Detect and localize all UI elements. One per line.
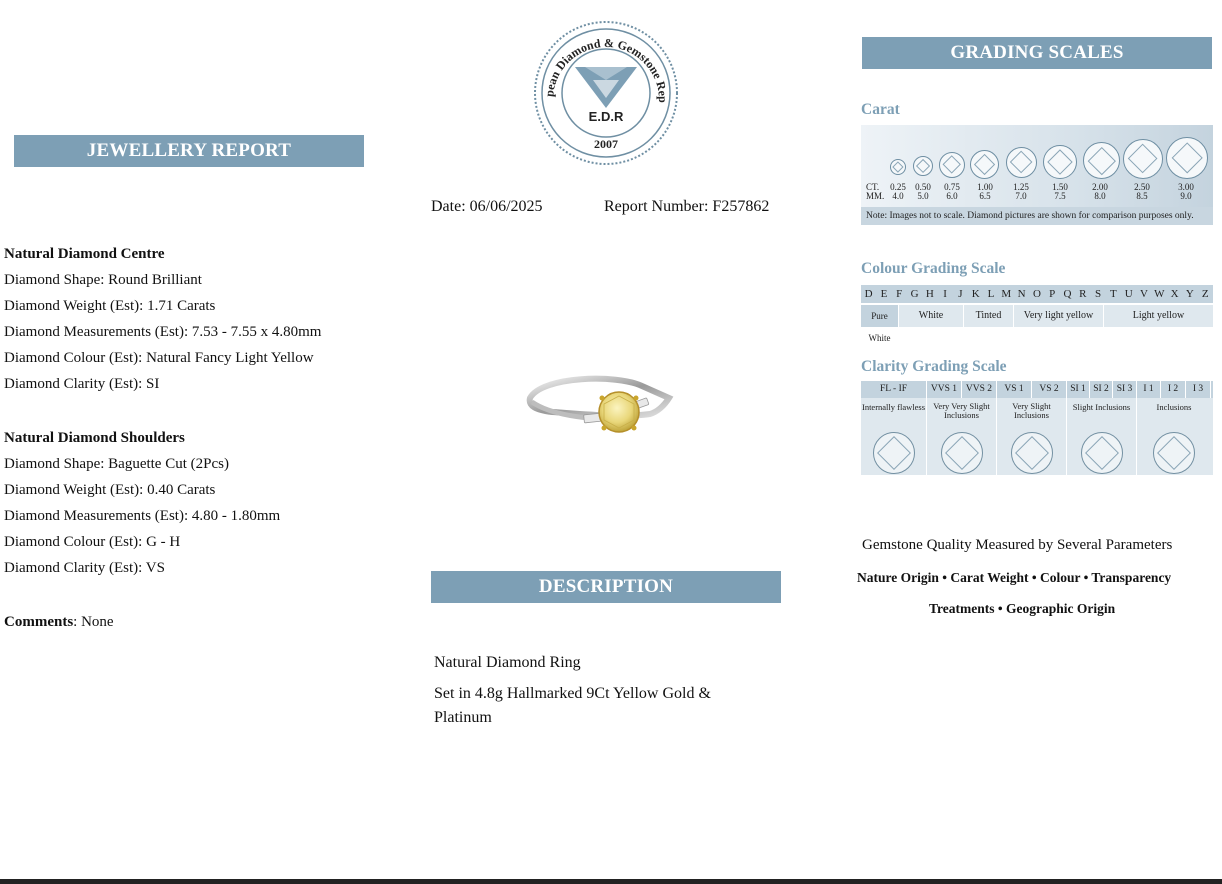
ct-value: 1.00 xyxy=(977,182,993,192)
colour-letter: K xyxy=(971,288,980,300)
quality-parameters-2: Treatments • Geographic Origin xyxy=(929,601,1116,616)
colour-letter: S xyxy=(1095,288,1102,300)
mm-value: 9.0 xyxy=(1180,191,1192,201)
report-number: Report Number: F257862 xyxy=(604,198,770,215)
comments xyxy=(4,609,114,635)
clarity-group-label: Very Slight Inclusions xyxy=(1012,401,1051,420)
ct-value: 0.50 xyxy=(915,182,931,192)
clarity-group-label: Internally flawless xyxy=(861,402,926,412)
colour-letter: V xyxy=(1140,288,1148,300)
comments-label: Comments xyxy=(4,614,74,630)
carat-diamond-icon xyxy=(1043,145,1077,179)
clarity-group-internally-flawless xyxy=(861,398,927,475)
shoulders-weight: Diamond Weight (Est): 0.40 Carats xyxy=(4,482,216,498)
clarity-group-label: Slight Inclusions xyxy=(1072,402,1131,412)
clarity-grade: SI 2 xyxy=(1090,381,1113,398)
svg-text:2007: 2007 xyxy=(594,137,618,151)
colour-letter: Q xyxy=(1063,288,1072,300)
svg-text:E.D.R: E.D.R xyxy=(588,109,624,124)
ct-value: 2.00 xyxy=(1092,182,1108,192)
colour-group-very-light-yellow: Very light yellow xyxy=(1014,305,1104,327)
clarity-grade: I 3 xyxy=(1186,381,1211,398)
ct-value: 2.50 xyxy=(1134,182,1150,192)
shoulders-heading: Natural Diamond Shoulders xyxy=(4,430,185,446)
clarity-grade: SI 1 xyxy=(1067,381,1090,398)
clarity-group-vvs xyxy=(927,398,997,475)
quality-parameters-1: Nature Origin • Carat Weight • Colour • Transparency xyxy=(857,570,1172,585)
clarity-grade: I 1 xyxy=(1137,381,1161,398)
clarity-scale xyxy=(861,381,1213,475)
colour-group-tinted: Tinted xyxy=(964,305,1014,327)
carat-diamond-icon xyxy=(1083,142,1120,179)
colour-scale-title: Colour Grading Scale xyxy=(861,260,1006,277)
mm-value: 7.0 xyxy=(1015,191,1027,201)
clarity-grades-row xyxy=(861,381,1213,398)
report-date: Date: 06/06/2025 xyxy=(431,198,543,215)
ring-photo xyxy=(522,368,682,458)
colour-letters-row xyxy=(861,285,1213,303)
clarity-diamond-icon xyxy=(1153,432,1195,474)
clarity-grade: VVS 1 xyxy=(927,381,962,398)
clarity-grade: FL - IF xyxy=(861,381,927,398)
carat-diamond-icon xyxy=(1006,147,1037,178)
ct-value: 1.50 xyxy=(1052,182,1068,192)
carat-scale-title: Carat xyxy=(861,101,900,118)
jewellery-report-banner: JEWELLERY REPORT xyxy=(14,135,364,167)
svg-text:European Diamond & Gemstone Re: pean Diamond & Gemstone Rep xyxy=(542,35,671,103)
carat-diamond-icon xyxy=(970,150,999,179)
colour-letter: J xyxy=(958,288,963,300)
colour-letter: M xyxy=(1001,288,1012,300)
centre-heading: Natural Diamond Centre xyxy=(4,246,165,262)
ct-value: 1.25 xyxy=(1013,182,1029,192)
ct-value: 3.00 xyxy=(1178,182,1194,192)
colour-letter: O xyxy=(1032,288,1041,300)
quality-intro: Gemstone Quality Measured by Several Parameters xyxy=(862,537,1173,553)
clarity-diamond-icon xyxy=(941,432,983,474)
carat-scale xyxy=(861,125,1213,225)
clarity-group-label: Inclusions xyxy=(1156,402,1192,412)
colour-letter: F xyxy=(896,288,903,300)
mm-value: 5.0 xyxy=(917,191,929,201)
centre-details xyxy=(4,241,321,397)
clarity-grade: I 2 xyxy=(1161,381,1186,398)
clarity-group-si xyxy=(1067,398,1137,475)
mm-value: 8.0 xyxy=(1094,191,1106,201)
colour-letter: P xyxy=(1049,288,1056,300)
carat-diamond-icon xyxy=(1123,139,1163,179)
ct-value: 0.25 xyxy=(890,182,906,192)
shoulders-measurements: Diamond Measurements (Est): 4.80 - 1.80mm xyxy=(4,508,281,524)
colour-letter: D xyxy=(864,288,873,300)
clarity-grade: VVS 2 xyxy=(962,381,997,398)
clarity-diamond-icon xyxy=(1081,432,1123,474)
edr-logo xyxy=(533,20,679,166)
shoulders-shape: Diamond Shape: Baguette Cut (2Pcs) xyxy=(4,456,229,472)
mm-label: MM. xyxy=(866,191,885,201)
colour-letter: G xyxy=(910,288,919,300)
ct-value: 0.75 xyxy=(944,182,960,192)
carat-diamond-icon xyxy=(939,152,965,178)
mm-value: 8.5 xyxy=(1136,191,1148,201)
ring-icon xyxy=(522,368,682,458)
colour-letter: H xyxy=(925,288,934,300)
clarity-diamond-icon xyxy=(1011,432,1053,474)
carat-diamond-icon xyxy=(913,156,933,176)
colour-letter: L xyxy=(987,288,995,300)
mm-value: 7.5 xyxy=(1054,191,1066,201)
centre-colour: Diamond Colour (Est): Natural Fancy Light Yellow xyxy=(4,350,314,366)
ct-label: CT. xyxy=(866,182,880,192)
clarity-grade: VS 2 xyxy=(1032,381,1067,398)
centre-clarity: Diamond Clarity (Est): SI xyxy=(4,376,160,392)
colour-groups-row xyxy=(861,305,1213,343)
carat-diamond-icon xyxy=(1166,137,1208,179)
colour-letter: E xyxy=(880,288,888,300)
clarity-group-vs xyxy=(997,398,1067,475)
clarity-group-label: Very Very Slight Inclusions xyxy=(933,401,990,420)
colour-group-light-yellow: Light yellow xyxy=(1104,305,1213,327)
carat-note: Note: Images not to scale. Diamond pictures are shown for comparison purposes only. xyxy=(861,207,1213,225)
clarity-groups-row xyxy=(861,398,1213,475)
colour-letter: Y xyxy=(1185,288,1194,300)
clarity-grade: VS 1 xyxy=(997,381,1032,398)
colour-letter: U xyxy=(1124,288,1133,300)
colour-letter: X xyxy=(1170,288,1179,300)
grading-scales-banner: GRADING SCALES xyxy=(862,37,1212,69)
clarity-diamond-icon xyxy=(873,432,915,474)
mm-value: 4.0 xyxy=(892,191,904,201)
clarity-scale-title: Clarity Grading Scale xyxy=(861,358,1007,375)
description-line-2: Set in 4.8g Hallmarked 9Ct Yellow Gold & xyxy=(434,685,711,702)
colour-letter: R xyxy=(1079,288,1087,300)
shoulders-details xyxy=(4,425,280,581)
colour-letter: Z xyxy=(1201,288,1209,300)
centre-weight: Diamond Weight (Est): 1.71 Carats xyxy=(4,298,216,314)
page-bottom-border xyxy=(0,879,1222,884)
colour-letter: T xyxy=(1110,288,1117,300)
mm-value: 6.0 xyxy=(946,191,958,201)
colour-scale xyxy=(861,285,1213,343)
clarity-grade: SI 3 xyxy=(1113,381,1137,398)
colour-group-pure-white: Pure White xyxy=(861,305,899,327)
carat-diamond-icon xyxy=(890,159,906,175)
centre-shape: Diamond Shape: Round Brilliant xyxy=(4,272,202,288)
description-line-1: Natural Diamond Ring xyxy=(434,654,581,671)
colour-group-white: White xyxy=(899,305,964,327)
description-line-3: Platinum xyxy=(434,709,492,726)
colour-letter: N xyxy=(1017,288,1026,300)
shoulders-colour: Diamond Colour (Est): G - H xyxy=(4,534,181,550)
clarity-group-i xyxy=(1137,398,1211,475)
logo-seal-icon xyxy=(533,20,679,166)
colour-letter: I xyxy=(943,288,947,300)
shoulders-clarity: Diamond Clarity (Est): VS xyxy=(4,560,165,576)
comments-value: : None xyxy=(73,614,114,630)
description-banner: DESCRIPTION xyxy=(431,571,781,603)
centre-measurements: Diamond Measurements (Est): 7.53 - 7.55 x 4.80mm xyxy=(4,324,322,340)
mm-value: 6.5 xyxy=(979,191,991,201)
colour-letter: W xyxy=(1154,288,1165,300)
